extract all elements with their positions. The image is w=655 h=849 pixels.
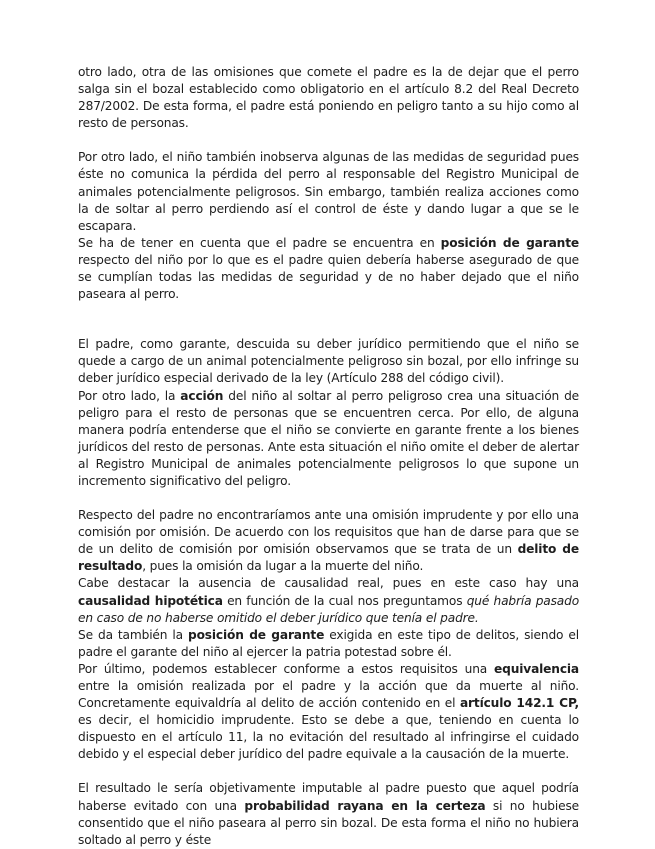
- paragraph-spacer: [78, 490, 579, 507]
- paragraph: [78, 661, 579, 764]
- paragraph-spacer: [78, 303, 579, 336]
- bold-text: posición de garante: [188, 627, 325, 642]
- bold-text: posición de garante: [440, 235, 580, 250]
- text-run: , pues la omisión da lugar a la muerte del niño.: [142, 559, 424, 574]
- document-page: [78, 64, 579, 849]
- text-run: en función de la cual nos preguntamos: [222, 593, 467, 608]
- text-run: Por otro lado, la: [78, 388, 181, 403]
- paragraph: [78, 336, 579, 387]
- text-run: Se da también la: [78, 627, 188, 642]
- text-run: si no hubiese consentido que el niño paseara al perro sin bozal. De esta forma el niño no hubiera soltado al perro y éste: [78, 798, 579, 847]
- text-run: entre la omisión realizada por el padre y la acción que da muerte al niño. Concretamente equivaldría al delito de acción contenido en el: [78, 679, 579, 711]
- text-run: Cabe destacar la ausencia de causalidad real, pues en este caso hay una: [78, 576, 579, 591]
- text-run: exigida en este tipo de delitos, siendo el padre el garante del niño al ejercer la patria potestad sobre él.: [78, 627, 579, 659]
- paragraph: [78, 627, 579, 661]
- paragraph-spacer: [78, 132, 579, 149]
- text-run: Por otro lado, el niño también inobserva algunas de las medidas de seguridad pues éste no comunica la pérdida del perro al responsable del Registro Municipal de animales potencialmente peligrosos. Sin embargo, también realiza acciones como la de soltar al perro perdiendo así el control de éste y dando lugar a que se le escapara.: [78, 150, 579, 233]
- paragraph: [78, 780, 579, 848]
- paragraph-spacer: [78, 763, 579, 780]
- paragraph: [78, 507, 579, 575]
- text-run: Respecto del padre no encontraríamos ante una omisión imprudente y por ello una comisión por omisión. De acuerdo con los requisitos que han de darse para que se de un delito de comisión por omisión observamos que se trata de un: [78, 508, 579, 557]
- text-run: Por último, podemos establecer conforme a estos requisitos una: [78, 661, 495, 676]
- italic-text: qué habría pasado en caso de no haberse omitido el deber jurídico que tenía el padre.: [78, 593, 580, 625]
- text-run: El padre, como garante, descuida su deber jurídico permitiendo que el niño se quede a cargo de un animal potencialmente peligroso sin bozal, por ello infringe su deber jurídico especial derivado de la ley (Artículo 288 del código civil).: [78, 337, 579, 386]
- bold-text: delito de resultado: [78, 542, 579, 574]
- paragraph: [78, 235, 579, 303]
- paragraph: [78, 575, 579, 626]
- text-run: otro lado, otra de las omisiones que comete el padre es la de dejar que el perro salga sin el bozal establecido como obligatorio en el artículo 8.2 del Real Decreto 287/2002. De esta forma, el padre está poniendo en peligro tanto a su hijo como al resto de personas.: [78, 65, 579, 131]
- bold-text: artículo 142.1 CP,: [459, 696, 579, 711]
- paragraph: [78, 64, 579, 132]
- paragraph: [78, 388, 579, 491]
- text-run: del niño al soltar al perro peligroso crea una situación de peligro para el resto de personas que se encuentren cerca. Por ello, de alguna manera podría entenderse que el niño se convierte en garante frente a los bienes jurídicos del resto de personas. Ante esta situación el niño omite el deber de alertar al Registro Municipal de animales potencialmente peligrosos lo que supone un incremento significativo del peligro.: [78, 388, 579, 488]
- bold-text: causalidad hipotética: [78, 593, 223, 608]
- text-run: respecto del niño por lo que es el padre quien debería haberse asegurado de que se cumplían todas las medidas de seguridad y de no haber dejado que el niño paseara al perro.: [78, 252, 579, 302]
- bold-text: acción: [180, 388, 224, 403]
- bold-text: probabilidad rayana en la certeza: [244, 798, 486, 813]
- text-run: es decir, el homicidio imprudente. Esto se debe a que, teniendo en cuenta lo dispuesto en el artículo 11, la no evitación del resultado al infringirse el cuidado debido y el especial deber jurídico del padre equivale a la causación de la muerte.: [78, 713, 579, 762]
- text-run: El resultado le sería objetivamente imputable al padre puesto que aquel podría haberse evitado con una: [78, 781, 579, 813]
- paragraph: [78, 149, 579, 234]
- bold-text: equivalencia: [494, 661, 579, 676]
- text-run: Se ha de tener en cuenta que el padre se encuentra en: [78, 235, 441, 250]
